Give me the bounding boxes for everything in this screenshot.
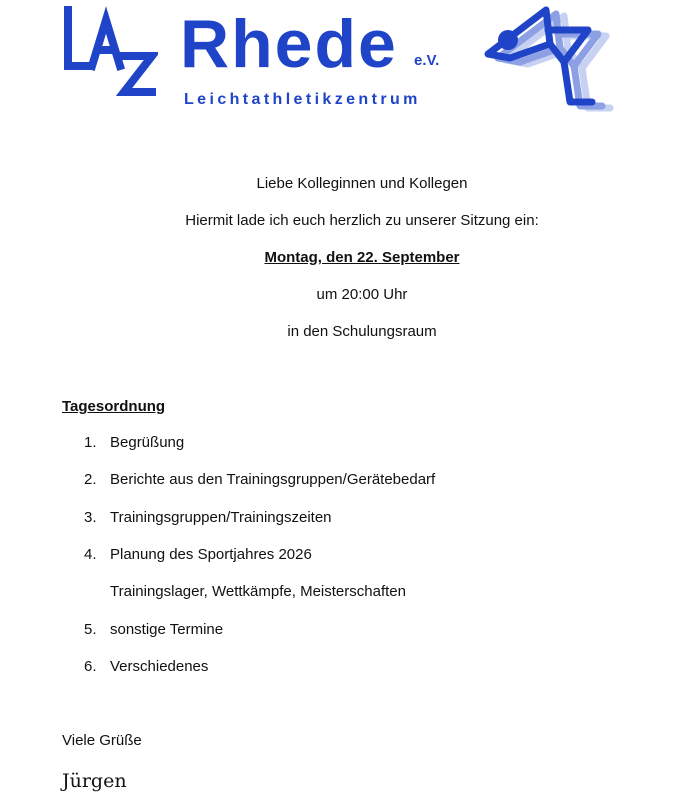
invitation-text: Hiermit lade ich euch herzlich zu unserer Sitzung ein:	[185, 212, 539, 229]
meeting-date: Montag, den 22. September	[264, 249, 460, 266]
agenda-item	[84, 508, 332, 528]
runner-icon	[484, 4, 654, 116]
agenda-item-number: 6.	[84, 658, 97, 675]
agenda-item-number: 2.	[84, 471, 97, 488]
agenda-item-text: Trainingsgruppen/Trainingszeiten	[110, 509, 332, 526]
meeting-location: in den Schulungsraum	[287, 323, 437, 340]
laz-monogram-logo	[62, 6, 158, 98]
letterhead	[0, 0, 681, 120]
logo-tagline: Leichtathletikzentrum	[184, 91, 421, 108]
agenda-item	[84, 433, 184, 453]
agenda-item-number: 5.	[84, 621, 97, 638]
agenda-item-number: 4.	[84, 546, 97, 563]
agenda-item-text: Begrüßung	[110, 434, 185, 451]
signature: Jürgen	[62, 770, 127, 792]
agenda-item-number: 3.	[84, 509, 97, 526]
agenda-item-number: 1.	[84, 434, 97, 451]
meeting-time: um 20:00 Uhr	[316, 286, 408, 303]
logo-wordmark: Rhede	[180, 6, 398, 82]
agenda-item-text: sonstige Termine	[110, 621, 224, 638]
closing-regards: Viele Grüße	[62, 732, 142, 749]
agenda-item	[84, 657, 208, 677]
agenda-item	[84, 620, 223, 640]
agenda-item-text: Verschiedenes	[110, 658, 209, 675]
agenda-item	[84, 545, 312, 565]
agenda-item-text: Planung des Sportjahres 2026	[110, 546, 312, 563]
greeting: Liebe Kolleginnen und Kollegen	[256, 175, 468, 192]
agenda-item-subtext: Trainingslager, Wettkämpfe, Meisterschaften	[110, 583, 406, 600]
agenda-heading: Tagesordnung	[62, 398, 166, 415]
logo-suffix: e.V.	[414, 52, 440, 69]
agenda-item	[84, 470, 435, 490]
agenda-item-text: Berichte aus den Trainingsgruppen/Gerätebedarf	[110, 471, 436, 488]
